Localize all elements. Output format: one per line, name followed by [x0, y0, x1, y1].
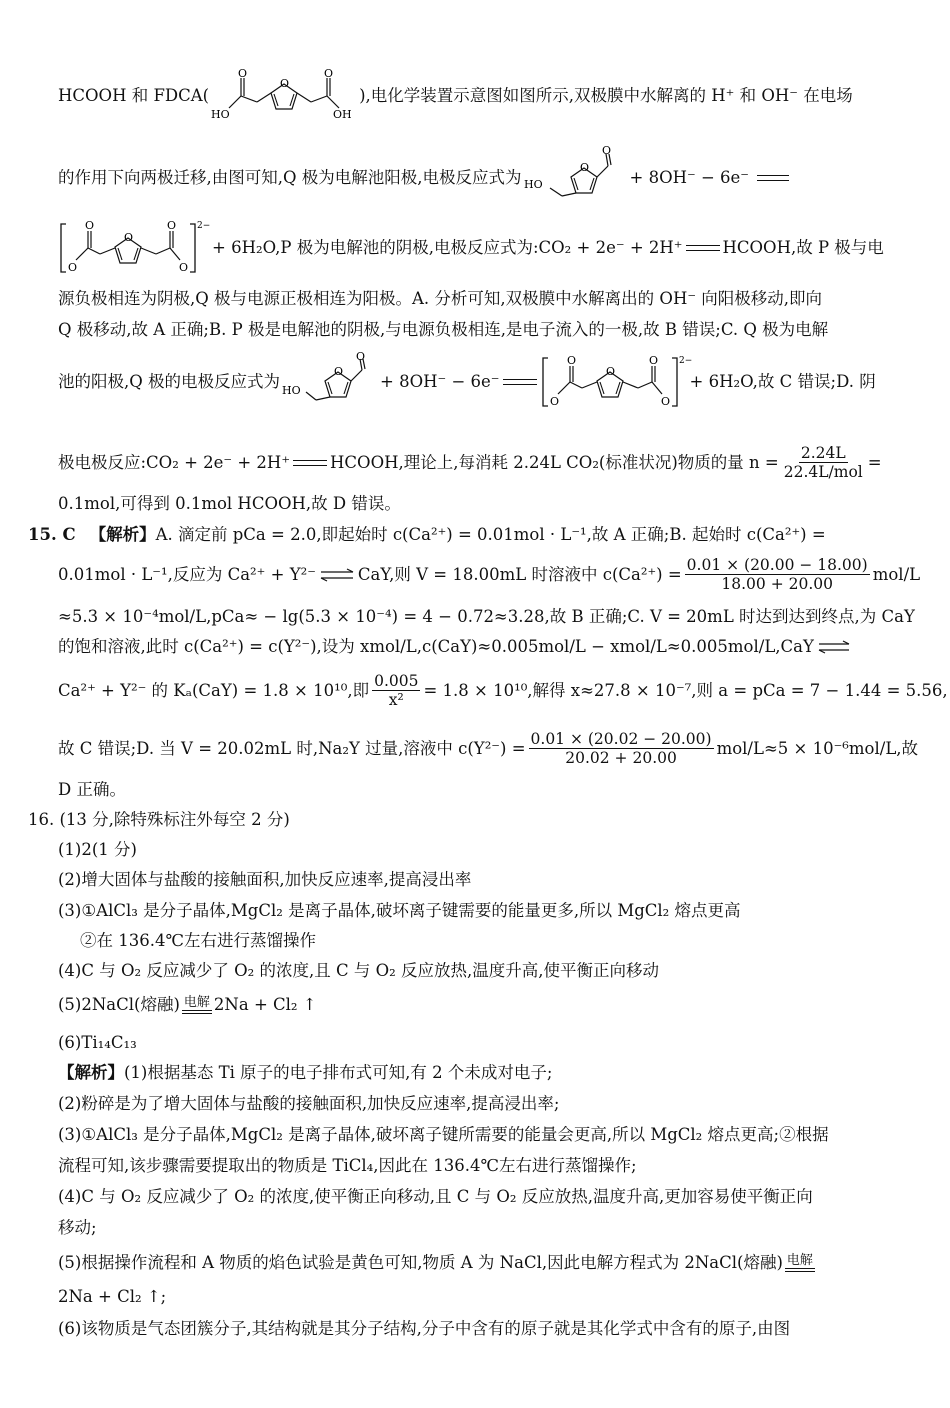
fraction: $\frac{0.01 \times (20.00 - 18.00)}{18.00 + 20.00}$: [686, 556, 868, 593]
svg-text:O: O: [179, 261, 189, 274]
text-line-1: HCOOH 和 FDCA( O O HO O OH ),电化学装置示意图如图所示,双极膜中水解离的 H⁺ 和 OH⁻ 在电场: [58, 67, 853, 121]
text-line-7: 极电极反应:CO₂ + 2e⁻ + 2H⁺ HCOOH,理论上,每消耗 2.24L CO₂(标准状况)物质的量 n = $\frac{2.24L}{\text{22.4L/mol}}$ =: [58, 444, 882, 481]
q15-line-2: 0.01mol · L⁻¹,反应为 Ca²⁺ + Y²⁻ CaY,则 V = 18.00mL 时溶液中 c(Ca²⁺) = $\frac{0.01 \times (20.00 - 18.00)}{18.00 + 20.00}$ mol/L: [58, 556, 921, 593]
svg-text:O: O: [124, 231, 134, 244]
reversible-arrow-icon: [817, 641, 851, 653]
q16-analysis-5b: 2Na + Cl₂ ↑;: [58, 1287, 167, 1306]
q16-answer-3: (3)①AlCl₃ 是分子晶体,MgCl₂ 是离子晶体,破坏离子键需要的能量更多,所以 MgCl₂ 熔点更高: [58, 901, 741, 920]
fdca-dianion-structure-icon: [540, 354, 690, 410]
q16-analysis-6: (6)该物质是气态团簇分子,其结构就是其分子结构,分子中含有的原子就是其化学式中含有的原子,由图: [58, 1319, 791, 1338]
q16-answer-2: (2)增大固体与盐酸的接触面积,加快反应速率,提高浸出率: [58, 870, 472, 889]
text-line-8: 0.1mol,可得到 0.1mol HCOOH,故 D 错误。: [58, 494, 401, 513]
q16-analysis-3b: 流程可知,该步骤需要提取出的物质是 TiCl₄,因此在 136.4℃左右进行蒸馏操作;: [58, 1156, 637, 1175]
svg-text:O: O: [167, 219, 177, 232]
svg-text:HO: HO: [211, 108, 230, 121]
text-line-6: 池的阳极,Q 极的电极反应式为 O HO O + 8OH⁻ − 6e⁻ O O O O O 2− + 6H₂O,故 C 错误;D. 阴: [58, 350, 876, 408]
q16-answer-4: (4)C 与 O₂ 反应减少了 O₂ 的浓度,且 C 与 O₂ 反应放热,温度升高,使平衡正向移动: [58, 961, 659, 980]
svg-text:2−: 2−: [197, 221, 211, 231]
text-line-5: Q 极移动,故 A 正确;B. P 极是电解池的阴极,与电源负极相连,是电子流入的一极,故 B 错误;C. Q 极为电解: [58, 320, 829, 339]
q16-heading: 16. (13 分,除特殊标注外每空 2 分): [28, 810, 290, 829]
q16-answer-3b: ②在 136.4℃左右进行蒸馏操作: [80, 931, 316, 950]
equals-sign: [503, 379, 537, 385]
q15-line-3: ≈5.3 × 10⁻⁴mol/L,pCa≈ − lg(5.3 × 10⁻⁴) = 4 − 0.72≈3.28,故 B 正确;C. V = 20mL 时达到达到终点,为 CaY: [58, 607, 915, 626]
svg-text:O: O: [579, 161, 589, 174]
svg-text:OH: OH: [333, 108, 352, 121]
svg-text:O: O: [85, 219, 95, 232]
svg-text:O: O: [648, 354, 658, 367]
q16-analysis-2: (2)粉碎是为了增大固体与盐酸的接触面积,加快反应速率,提高浸出率;: [58, 1094, 560, 1113]
svg-text:O: O: [280, 77, 290, 90]
equals-sign: [293, 460, 327, 466]
svg-text:HO: HO: [282, 384, 301, 397]
q15-line-5: Ca²⁺ + Y²⁻ 的 Kₐ(CaY) = 1.8 × 10¹⁰,即 $\frac{0.005}{\text{x²}}$ = 1.8 × 10¹⁰,解得 x≈27.8 × 10⁻⁷,则 a = pCa = 7 − 1.44 = 5.56,: [58, 672, 948, 709]
q15-line-1: 15. C 【解析】 A. 滴定前 pCa = 2.0,即起始时 c(Ca²⁺) = 0.01mol · L⁻¹,故 A 正确;B. 起始时 c(Ca²⁺) =: [28, 525, 826, 544]
q15-line-7: D 正确。: [58, 780, 126, 799]
q16-answer-5: (5)2NaCl(熔融) 电解 2Na + Cl₂ ↑: [58, 995, 317, 1014]
svg-text:O: O: [334, 365, 344, 378]
svg-text:O: O: [356, 350, 366, 363]
text-line-4: 源负极相连为阴极,Q 极与电源正极相连为阳极。A. 分析可知,双极膜中水解离出的 OH⁻ 向阳极移动,即向: [58, 289, 823, 308]
svg-text:O: O: [68, 261, 78, 274]
q15-line-4: 的饱和溶液,此时 c(Ca²⁺) = c(Y²⁻),设为 xmol/L,c(CaY)≈0.005mol/L − xmol/L≈0.005mol/L,CaY: [58, 636, 922, 658]
svg-text:O: O: [238, 67, 248, 80]
svg-text:O: O: [601, 144, 611, 157]
svg-text:O: O: [660, 395, 670, 408]
svg-text:O: O: [549, 395, 559, 408]
q16-answer-1: (1)2(1 分): [58, 840, 137, 859]
q16-analysis-3a: (3)①AlCl₃ 是分子晶体,MgCl₂ 是离子晶体,破坏离子键所需要的能量会更高,所以 MgCl₂ 熔点更高;②根据: [58, 1125, 829, 1144]
q16-analysis-4a: (4)C 与 O₂ 反应减少了 O₂ 的浓度,使平衡正向移动,且 C 与 O₂ 反应放热,温度升高,更加容易使平衡正向: [58, 1187, 813, 1206]
q16-answer-6: (6)Ti₁₄C₁₃: [58, 1033, 137, 1052]
svg-text:O: O: [605, 365, 615, 378]
svg-text:2−: 2−: [678, 356, 692, 366]
svg-text:HO: HO: [523, 178, 543, 191]
q16-analysis-1: 【解析】 (1)根据基态 Ti 原子的电子排布式可知,有 2 个未成对电子;: [58, 1063, 553, 1082]
hmf-structure-icon: [280, 350, 380, 410]
fdca-dianion-structure-icon: [58, 218, 211, 278]
svg-text:O: O: [566, 354, 576, 367]
reversible-arrow-icon: [319, 569, 355, 581]
q15-line-6: 故 C 错误;D. 当 V = 20.02mL 时,Na₂Y 过量,溶液中 c(Y²⁻) = $\frac{0.01 \times (20.02 - 20.00)}{20.02 + 20.00}$ mol/L≈5 × 10⁻⁶mol/L,故: [58, 730, 919, 767]
fraction: $\frac{2.24L}{\text{22.4L/mol}}$: [783, 444, 863, 481]
hmf-structure-icon: [522, 144, 630, 208]
text-line-2: 的作用下向两极迁移,由图可知,Q 极为电解池阳极,电极反应式为 O HO O + 8OH⁻ − 6e⁻: [58, 148, 922, 208]
fraction: $\frac{0.005}{\text{x²}}$: [374, 672, 419, 709]
equals-sign: [757, 175, 789, 181]
q16-analysis-5a: (5)根据操作流程和 A 物质的焰色试验是黄色可知,物质 A 为 NaCl,因此电解方程式为 2NaCl(熔融) 电解: [58, 1253, 813, 1272]
fraction: $\frac{0.01 \times (20.02 - 20.00)}{20.02 + 20.00}$: [530, 730, 712, 767]
electrolysis-condition: 电解: [182, 996, 212, 1014]
electrolysis-condition: 电解: [785, 1254, 815, 1272]
equals-sign: [686, 245, 720, 251]
fdca-structure-icon: [209, 67, 359, 122]
text-line-3: O O O O O 2− + 6H₂O,P 极为电解池的阴极,电极反应式为:CO₂ + 2e⁻ + 2H⁺ HCOOH,故 P 极与电: [58, 218, 922, 278]
q16-analysis-4b: 移动;: [58, 1218, 97, 1237]
svg-text:O: O: [324, 67, 334, 80]
